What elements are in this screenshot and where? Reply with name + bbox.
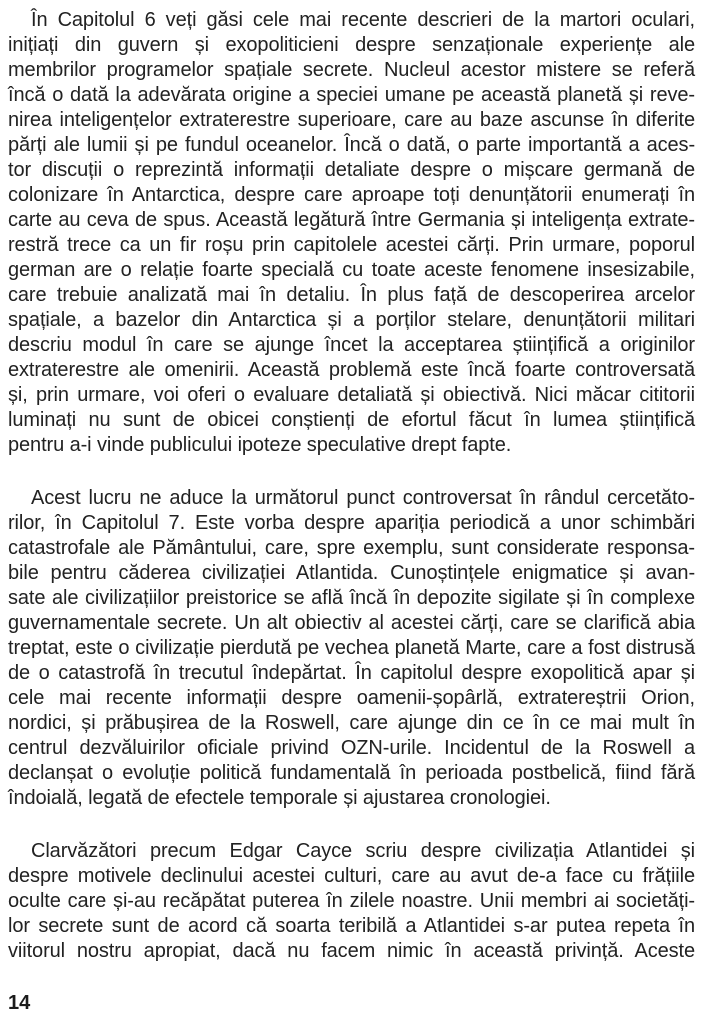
text-line: Acest lucru ne aduce la următorul punct controversat în rândul cercetăto- <box>31 487 695 509</box>
text-line: nordici, și prăbușirea de la Roswell, care ajunge din ce în ce mai mult în <box>8 712 695 734</box>
text-line: nirea inteligențelor extraterestre superioare, care au baze ascunse în diferite <box>8 109 695 131</box>
text-line: german are o relație foarte specială cu toate aceste fenomene insesizabile, <box>8 259 695 281</box>
text-line: sate ale civilizațiilor preistorice se află încă în depozite sigilate și în complexe <box>8 587 695 609</box>
text-line: viitorul nostru apropiat, dacă nu facem nimic în această privință. Aceste <box>8 940 695 962</box>
paragraph <box>8 839 695 964</box>
text-line: lor secrete sunt de acord că soarta teribilă a Atlantidei s-ar putea repeta în <box>8 915 695 937</box>
text-line: rilor, în Capitolul 7. Este vorba despre apariția periodică a unor schimbări <box>8 512 695 534</box>
text-line: centrul dezvăluirilor oficiale privind OZN-urile. Incidentul de la Roswell a <box>8 737 695 759</box>
text-line: inițiați din guvern și exopoliticieni despre senzaționale experiențe ale <box>8 34 695 56</box>
text-line: membrilor programelor spațiale secrete. Nucleul acestor mistere se referă <box>8 59 695 81</box>
text-line: restră trece ca un fir roșu prin capitolele acestei cărți. Prin urmare, poporul <box>8 234 695 256</box>
page-number: 14 <box>8 992 31 1014</box>
text-line: tor discuții o reprezintă informații detaliate despre o mișcare germană de <box>8 159 695 181</box>
text-line: extraterestre ale omenirii. Această problemă este încă foarte controversată <box>8 359 695 381</box>
text-line: îndoială, legată de efectele temporale și ajustarea cronologiei. <box>8 787 551 809</box>
text-line: despre motivele declinului acestei culturi, care au avut de-a face cu frățiile <box>8 865 695 887</box>
paragraph <box>8 8 695 458</box>
text-line: catastrofale ale Pământului, care, spre exemplu, sunt considerate responsa- <box>8 537 695 559</box>
text-line: guvernamentale secrete. Un alt obiectiv al acestei cărți, care se clarifică abia <box>8 612 695 634</box>
text-line: și, prin urmare, voi oferi o evaluare detaliată și obiectivă. Nici măcar cititorii <box>8 384 695 406</box>
text-line: încă o dată la adevărata origine a speciei umane pe această planetă și reve- <box>8 84 695 106</box>
text-line: spațiale, a bazelor din Antarctica și a porților stelare, denunțătorii militari <box>8 309 695 331</box>
text-line: care trebuie analizată mai în detaliu. În plus față de descoperirea arcelor <box>8 284 695 306</box>
text-line: În Capitolul 6 veți găsi cele mai recente descrieri de la martori oculari, <box>31 9 695 31</box>
text-line: luminați nu sunt de obicei conștienți de efortul făcut în lumea științifică <box>8 409 695 431</box>
text-line: Clarvăzători precum Edgar Cayce scriu despre civilizația Atlantidei și <box>31 840 695 862</box>
text-line: carte au ceva de spus. Această legătură între Germania și inteligența extrate- <box>8 209 695 231</box>
text-line: oculte care și-au recăpătat puterea în zilele noastre. Unii membri ai societăți- <box>8 890 695 912</box>
text-line: treptat, este o civilizație pierdută pe vechea planetă Marte, care a fost distrusă <box>8 637 695 659</box>
text-line: cele mai recente informații despre oamenii-șopârlă, extratereștrii Orion, <box>8 687 695 709</box>
text-line: declanșat o evoluție politică fundamentală în perioada postbelică, fiind fără <box>8 762 695 784</box>
text-line: pentru a-i vinde publicului ipoteze speculative drept fapte. <box>8 434 512 456</box>
paragraph <box>8 486 695 811</box>
text-line: bile pentru căderea civilizației Atlantida. Cunoștințele enigmatice și avan- <box>8 562 695 584</box>
text-line: de o catastrofă în trecutul îndepărtat. În capitolul despre exopolitică apar și <box>8 662 695 684</box>
text-column <box>8 8 695 964</box>
text-line: descriu modul în care se ajunge încet la acceptarea științifică a originilor <box>8 334 695 356</box>
text-line: părți ale lumii și pe fundul oceanelor. Încă o dată, o parte importantă a aces- <box>8 134 695 156</box>
text-line: colonizare în Antarctica, despre care aproape toți denunțătorii enumerați în <box>8 184 695 206</box>
